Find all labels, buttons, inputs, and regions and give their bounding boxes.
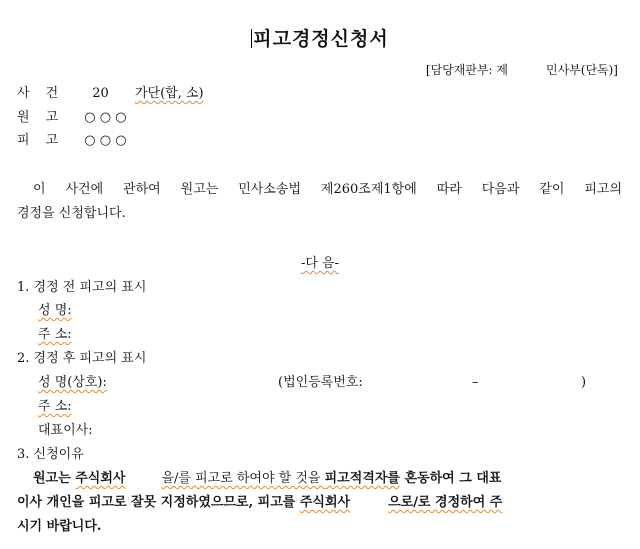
item-after-heading: 2. 경정 후 피고의 표시 [17,351,147,366]
reason-line-2 [17,495,502,511]
item-after-name [38,375,107,391]
case-label-a: 사 [17,86,30,101]
reg-number-label: (법인등록번호: [278,375,363,390]
defendant-label-a: 피 [17,133,30,148]
assigned-division-suffix: 민사부(단독)] [545,63,618,77]
case-year: 20 [92,86,109,101]
intro-line-1: 이 사건에 관하여 원고는 민사소송법 제260조제1항에 따라 다음과 같이 피고의 [33,182,622,197]
item-after-name-text: 성 명(상호): [38,375,107,390]
assigned-division [426,62,618,78]
assigned-division-prefix: [담당재판부: 제 [425,63,508,77]
item-after-rep: 대표이사: [38,423,93,438]
item-before-name-text: 성 명: [38,303,72,318]
reason-line-1 [33,471,501,487]
item-after-address [38,399,72,415]
defendant-label-b: 고 [45,133,59,148]
plaintiff-name: ○ ○ ○ [84,110,127,125]
section-mark-text: -다 음- [300,256,340,271]
reg-number-dash: – [472,375,479,390]
reason-line-1-b: 을/를 피고로 하여야 할 것을 [161,471,325,486]
defendant-name: ○ ○ ○ [84,133,127,148]
reason-line-3: 시기 바랍니다. [17,519,102,534]
item-before-address [38,327,72,343]
defendant-row [17,133,127,149]
item-before-heading: 1. 경정 전 피고의 표시 [17,280,147,295]
section-mark [0,256,640,272]
reason-line-1-c: 피고적격자를 [324,471,400,486]
reason-line-2-b: 으로/로 경정하여 주 [388,495,503,510]
item-after-address-text: 주 소: [38,399,72,414]
item-before-address-text: 주 소: [38,327,72,342]
plaintiff-label-a: 원 [17,110,30,125]
intro-line-2: 경정을 신청합니다. [17,206,126,221]
reg-number-close: ) [581,375,587,390]
plaintiff-label-b: 고 [45,110,59,125]
document-title-text: 피고경정신청서 [253,28,389,50]
reason-line-1-company: 주식회사 [75,471,126,486]
reason-line-2-a: 이사 개인을 피고로 잘못 지정하였으므로, 피고를 [17,495,300,510]
reason-line-2-company: 주식회사 [299,495,351,510]
reason-line-1-a: 원고는 [33,471,76,486]
item-reason-heading: 3. 신청이유 [17,447,84,462]
document-title [0,27,640,51]
reason-line-1-d: 혼동하여 그 대표 [399,471,502,486]
item-before-name [38,303,72,319]
case-number: 가단(합, 소) [134,86,204,101]
plaintiff-row [17,110,127,126]
case-row [17,86,204,102]
item-after-reg-number [278,375,363,391]
case-label-b: 건 [45,86,59,101]
